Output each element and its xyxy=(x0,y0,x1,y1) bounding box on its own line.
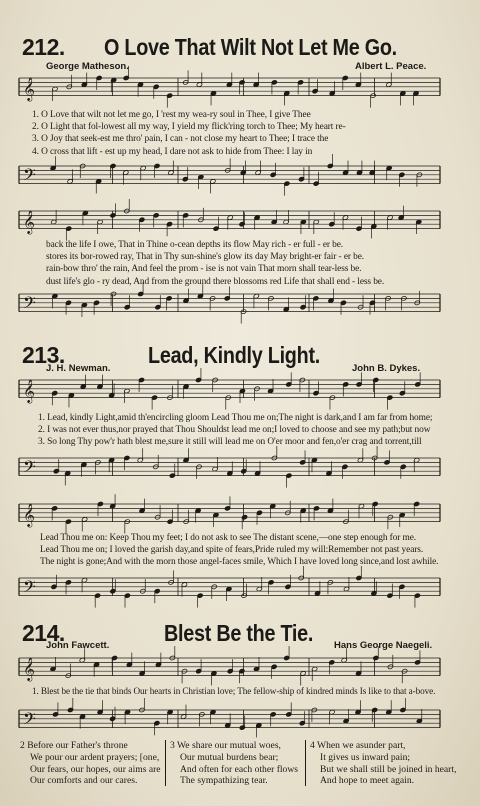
verse-line: But we shall still be joined in heart, xyxy=(320,763,457,775)
verse-line: Our mutual burdens bear; xyxy=(180,751,279,763)
hymn-212-lyrics-b xyxy=(46,239,384,288)
verse-line: 2 Before our Father's throne xyxy=(20,740,128,751)
hymn-213-title: Lead, Kindly Light. xyxy=(148,342,321,368)
verse-line: 1. Lead, kindly Light,amid th'encircling gloom Lead Thou me on;The night is dark,and I am far from home; xyxy=(38,413,433,423)
verse-line: Our fears, our hopes, our aims are xyxy=(30,763,161,775)
hymn-214-verse-4 xyxy=(310,740,456,787)
hymn-213-lyrics-b xyxy=(40,532,438,569)
hymn-213-number: 213. xyxy=(22,342,65,368)
verse-line: 3 We share our mutual woes, xyxy=(170,740,281,751)
svg-text:𝄞: 𝄞 xyxy=(23,656,35,681)
verse-line: Lead Thou me on; I loved the garish day,and spite of fears,Pride ruled my will:Remember not past years. xyxy=(40,545,424,556)
svg-text:𝄞: 𝄞 xyxy=(23,378,35,403)
verse-divider xyxy=(305,740,306,786)
verse-line: 3. O Joy that seek-est me thro' pain, I can - not close my heart to Thee; I trace the xyxy=(32,134,329,145)
hymn-212-title: O Love That Wilt Not Let Me Go. xyxy=(104,34,397,60)
verse-line: 2. O Light that fol-lowest all my way, I yield my flick'ring torch to Thee; My heart re- xyxy=(32,122,346,133)
hymn-212-words-credit: George Matheson. xyxy=(46,61,129,72)
svg-text:𝄢: 𝄢 xyxy=(23,292,36,317)
hymn-214-number: 214. xyxy=(22,620,65,646)
svg-text:𝄢: 𝄢 xyxy=(23,708,36,733)
verse-line: 4 When we asunder part, xyxy=(310,740,406,751)
svg-text:𝄢: 𝄢 xyxy=(23,456,36,481)
verse-line: 4. O cross that lift - est up my head, I dare not ask to hide from Thee: I lay in xyxy=(32,146,313,157)
svg-text:𝄢: 𝄢 xyxy=(23,576,36,601)
verse-line: The night is gone;And with the morn those angel-faces smile, Which I have loved long since,and lost awhile. xyxy=(40,557,439,568)
verse-line: And often for each other flows xyxy=(180,763,299,775)
hymn-213-words-credit: J. H. Newman. xyxy=(46,363,111,374)
staff-213-bass-1 xyxy=(0,450,480,480)
staff-213-bass-2 xyxy=(0,570,480,600)
hymn-212-number: 212. xyxy=(22,34,65,60)
hymn-214-music-credit: Hans George Naegeli. xyxy=(334,640,433,651)
hymn-213-lyrics-a xyxy=(38,412,432,449)
svg-text:𝄞: 𝄞 xyxy=(23,502,35,527)
hymn-212-music-credit: Albert L. Peace. xyxy=(355,61,427,72)
hymn-214-words-credit: John Fawcett. xyxy=(46,640,110,651)
verse-line: And hope to meet again. xyxy=(320,775,415,787)
staff-214-treble xyxy=(0,650,480,684)
staff-213-treble-2 xyxy=(0,496,480,526)
staff-214-bass xyxy=(0,702,480,733)
svg-text:𝄢: 𝄢 xyxy=(23,164,36,189)
hymn-214-verse-3 xyxy=(170,740,298,787)
svg-text:𝄞: 𝄞 xyxy=(23,76,35,101)
staff-212-bass-1 xyxy=(0,158,480,188)
verse-divider xyxy=(165,740,166,786)
verse-line: 3. So long Thy pow'r hath blest me,sure it still will lead me on O'er moor and fen,o'er crag and torrent,till xyxy=(38,437,422,448)
verse-line: 2. I was not ever thus,nor prayed that Thou Shouldst lead me on;I loved to choose and see my path;but now xyxy=(38,425,431,436)
verse-line: It gives us inward pain; xyxy=(320,751,411,763)
staff-212-treble-2 xyxy=(0,203,480,234)
verse-line: dust life's glo - ry dead, And from the ground there blossoms red Life that shall end - less be. xyxy=(46,276,385,287)
verse-line: stores its bor-rowed ray, That in Thy sun-shine's glow its day May bright-er fair - er be. xyxy=(46,252,365,263)
verse-line: Our comforts and our cares. xyxy=(30,775,138,787)
staff-213-treble-1 xyxy=(0,372,480,412)
hymn-214-title: Blest Be the Tie. xyxy=(164,620,314,646)
verse-line: back the life I owe, That in Thine o-cean depths its flow May rich - er full - er be. xyxy=(46,240,344,250)
verse-line: Lead Thou me on: Keep Thou my feet; I do not ask to see The distant scene,—one step enough for me. xyxy=(40,533,417,543)
hymn-214-verse-2 xyxy=(20,740,161,787)
verse-line: The sympathizing tear. xyxy=(180,775,268,787)
staff-212-bass-2 xyxy=(0,286,480,316)
hymn-212-lyrics-a xyxy=(32,109,346,158)
staff-212-treble-1 xyxy=(0,70,480,112)
verse-line: We pour our ardent prayers; [one, xyxy=(30,751,160,763)
verse-line: rain-bow thro' the rain, And feel the prom - ise is not vain That morn shall tear-less be. xyxy=(46,264,362,275)
hymn-214-lyrics-1: 1. Blest be the tie that binds Our hearts in Christian love; The fellow-ship of kindred minds Is like to that a-bove. xyxy=(32,686,436,696)
svg-text:𝄞: 𝄞 xyxy=(23,209,35,234)
hymn-213-music-credit: John B. Dykes. xyxy=(352,363,421,374)
verse-line: 1. O Love that wilt not let me go, I 'rest my wea-ry soul in Thee, I give Thee xyxy=(32,110,311,120)
